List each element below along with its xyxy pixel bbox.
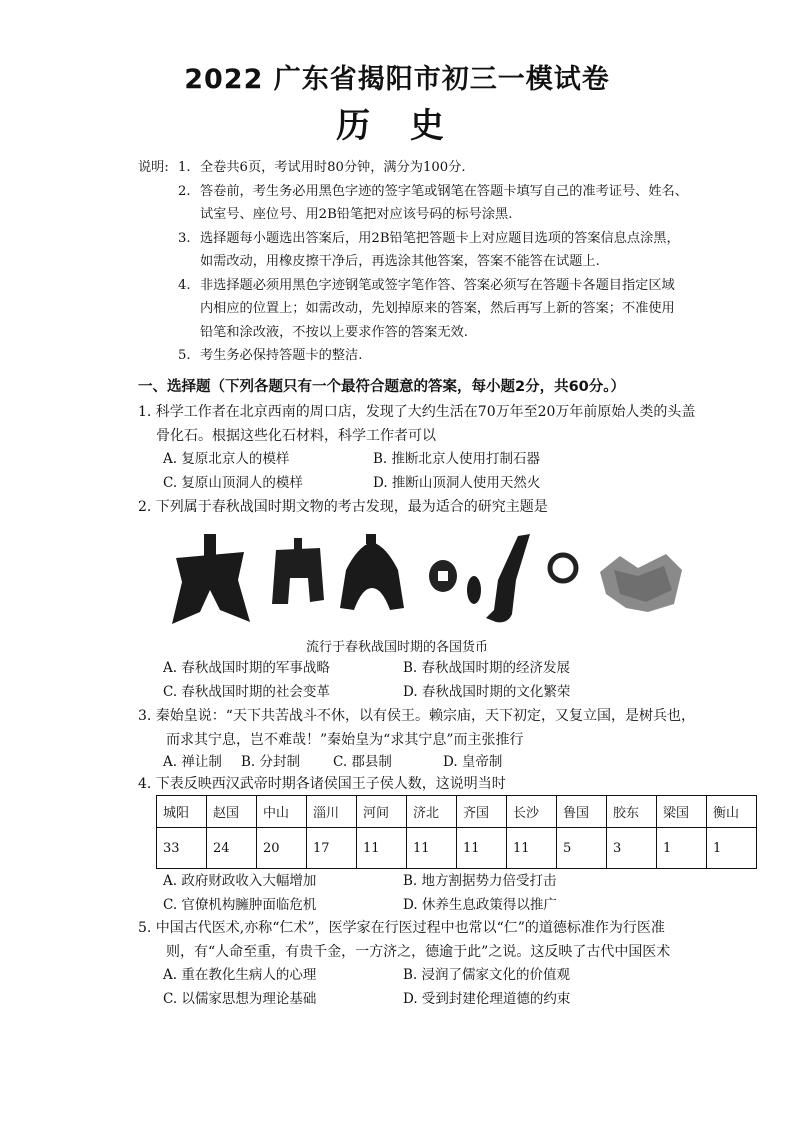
round-coin-small [429,560,457,592]
exam-title: 2022 广东省揭阳市初三一模试卷 [184,64,610,95]
question-text: 4. 下表反映西汉武帝时期各诸侯国王子侯人数，这说明当时 [138,776,506,792]
question-2-stem [138,495,698,519]
spade-coin-2 [272,538,324,604]
subject-title: 历 史 [336,106,458,146]
question-1-options [163,447,683,495]
option-a[interactable]: A. 禅让制 [163,754,222,770]
option-c[interactable]: C. 官僚机构臃肿面临危机 [163,897,317,913]
question-text: 3. 秦始皇说：“天下共苦战斗不休，以有侯王。赖宗庙，天下初定，又复立国，是树兵也， [138,708,695,724]
table-cell: 赵国 [207,796,257,828]
option-b[interactable]: B. 浸润了儒家文化的价值观 [403,967,571,983]
option-a[interactable]: A. 复原北京人的模样 [163,451,290,467]
instruction-number: 5. [178,348,191,363]
instruction-text: 全卷共6页，考试用时80分钟，满分为100分. [200,160,466,175]
table-cell: 5 [557,828,607,869]
knife-coin [467,534,530,622]
instruction-number: 1. [178,160,191,175]
ancient-coins-figure [168,530,688,630]
round-coin-ring [550,555,576,581]
table-cell: 齐国 [457,796,507,828]
instruction-item [138,156,698,180]
table-cell: 长沙 [507,796,557,828]
table-cell: 17 [307,828,357,869]
instruction-item [138,227,698,251]
table-cell: 鲁国 [557,796,607,828]
table-cell: 济北 [407,796,457,828]
option-c[interactable]: C. 复原山顶洞人的模样 [163,475,303,491]
instruction-item [138,180,698,204]
option-b[interactable]: B. 推断北京人使用打制石器 [373,451,541,467]
table-cell: 1 [707,828,757,869]
table-header-row [157,796,757,828]
instruction-number: 3. [178,230,191,246]
table-cell: 淄川 [307,796,357,828]
table-cell: 33 [157,828,207,869]
option-b[interactable]: B. 春秋战国时期的经济发展 [403,660,571,676]
option-d[interactable]: D. 休养生息政策得以推广 [403,897,557,913]
table-row [157,828,757,869]
question-text: 骨化石。根据这些化石材料，科学工作者可以 [156,428,436,444]
question-text: 而求其宁息，岂不难哉！”秦始皇为“求其宁息”而主张推行 [166,732,524,748]
table-cell: 20 [257,828,307,869]
question-5-options [163,963,683,1011]
figure-caption: 流行于春秋战国时期的各国货币 [305,640,488,655]
spade-coin-1 [172,534,250,624]
question-text: 1. 科学工作者在北京西南的周口店，发现了大约生活在70万年至20万年前原始人类的头盖 [138,404,696,420]
spade-coin-3 [340,534,404,610]
table-cell: 11 [407,828,457,869]
question-1-stem [138,400,698,448]
instruction-text: 如需改动，用橡皮擦干净后，再选涂其他答案，答案不能答在试题上. [200,254,600,269]
instruction-text: 铅笔和涂改液，不按以上要求作答的答案无效. [200,324,468,340]
table-cell: 3 [607,828,657,869]
table-cell: 11 [357,828,407,869]
table-cell: 城阳 [157,796,207,828]
instruction-text: 内相应的位置上；如需改动，先划掉原来的答案，然后再写上新的答案；不准使用 [200,301,675,316]
instruction-item [138,274,698,298]
table-cell: 衡山 [707,796,757,828]
option-c[interactable]: C. 以儒家思想为理论基础 [163,991,317,1007]
table-cell: 1 [657,828,707,869]
option-d[interactable]: D. 皇帝制 [443,754,503,770]
instructions [138,156,698,368]
question-text: 2. 下列属于春秋战国时期文物的考古发现，最为适合的研究主题是 [138,499,548,515]
option-d[interactable]: D. 受到封建伦理道德的约束 [403,991,571,1007]
instruction-text: 非选择题必须用黑色字迹钢笔或签字笔作答、答案必须写在答题卡各题目指定区域 [200,277,675,293]
instructions-label: 说明: [138,160,169,175]
option-a[interactable]: A. 政府财政收入大幅增加 [163,873,317,889]
option-d[interactable]: D. 春秋战国时期的文化繁荣 [403,684,571,700]
table-cell: 11 [507,828,557,869]
section-heading: 一、选择题（下列各题只有一个最符合题意的答案，每小题2分，共60分。） [138,379,626,395]
table-cell: 中山 [257,796,307,828]
question-text: 则，有“人命至重，有贵千金，一方济之，德逾于此”之说。这反映了古代中国医术 [166,944,671,960]
option-b[interactable]: B. 地方割据势力倍受打击 [403,873,557,889]
question-text: 5. 中国古代医术,亦称“仁术”，医学家在行医过程中也常以“仁”的道德标准作为行医准 [138,920,665,936]
instruction-text: 答卷前，考生务必用黑色字迹的签字笔或钢笔在答题卡填写自己的准考证号、姓名、 [200,183,688,199]
option-a[interactable]: A. 重在教化生病人的心理 [163,967,317,983]
option-c[interactable]: C. 郡县制 [333,754,392,770]
bronze-coin-grey [600,554,682,612]
option-a[interactable]: A. 春秋战国时期的军事战略 [163,660,330,676]
question-4-stem [138,772,698,796]
instruction-number: 4. [178,277,191,293]
question-3-options [163,750,683,774]
table-cell: 河间 [357,796,407,828]
question-5-stem [138,916,698,964]
table-cell: 11 [457,828,507,869]
option-c[interactable]: C. 春秋战国时期的社会变革 [163,684,330,700]
question-4-options [163,869,683,917]
option-b[interactable]: B. 分封制 [241,754,301,770]
instruction-number: 2. [178,183,191,199]
table-cell: 梁国 [657,796,707,828]
instruction-item [138,344,698,368]
marquis-count-table [156,795,757,869]
option-d[interactable]: D. 推断山顶洞人使用天然火 [373,475,541,491]
question-3-stem [138,704,698,752]
instruction-text: 考生务必保持答题卡的整洁. [200,348,363,363]
table-cell: 胶东 [607,796,657,828]
table-cell: 24 [207,828,257,869]
instruction-text: 选择题每小题选出答案后，用2B铅笔把答题卡上对应题目选项的答案信息点涂黑， [200,230,680,246]
question-2-options [163,656,683,704]
instruction-text: 试室号、座位号、用2B铅笔把对应该号码的标号涂黑. [200,207,513,222]
